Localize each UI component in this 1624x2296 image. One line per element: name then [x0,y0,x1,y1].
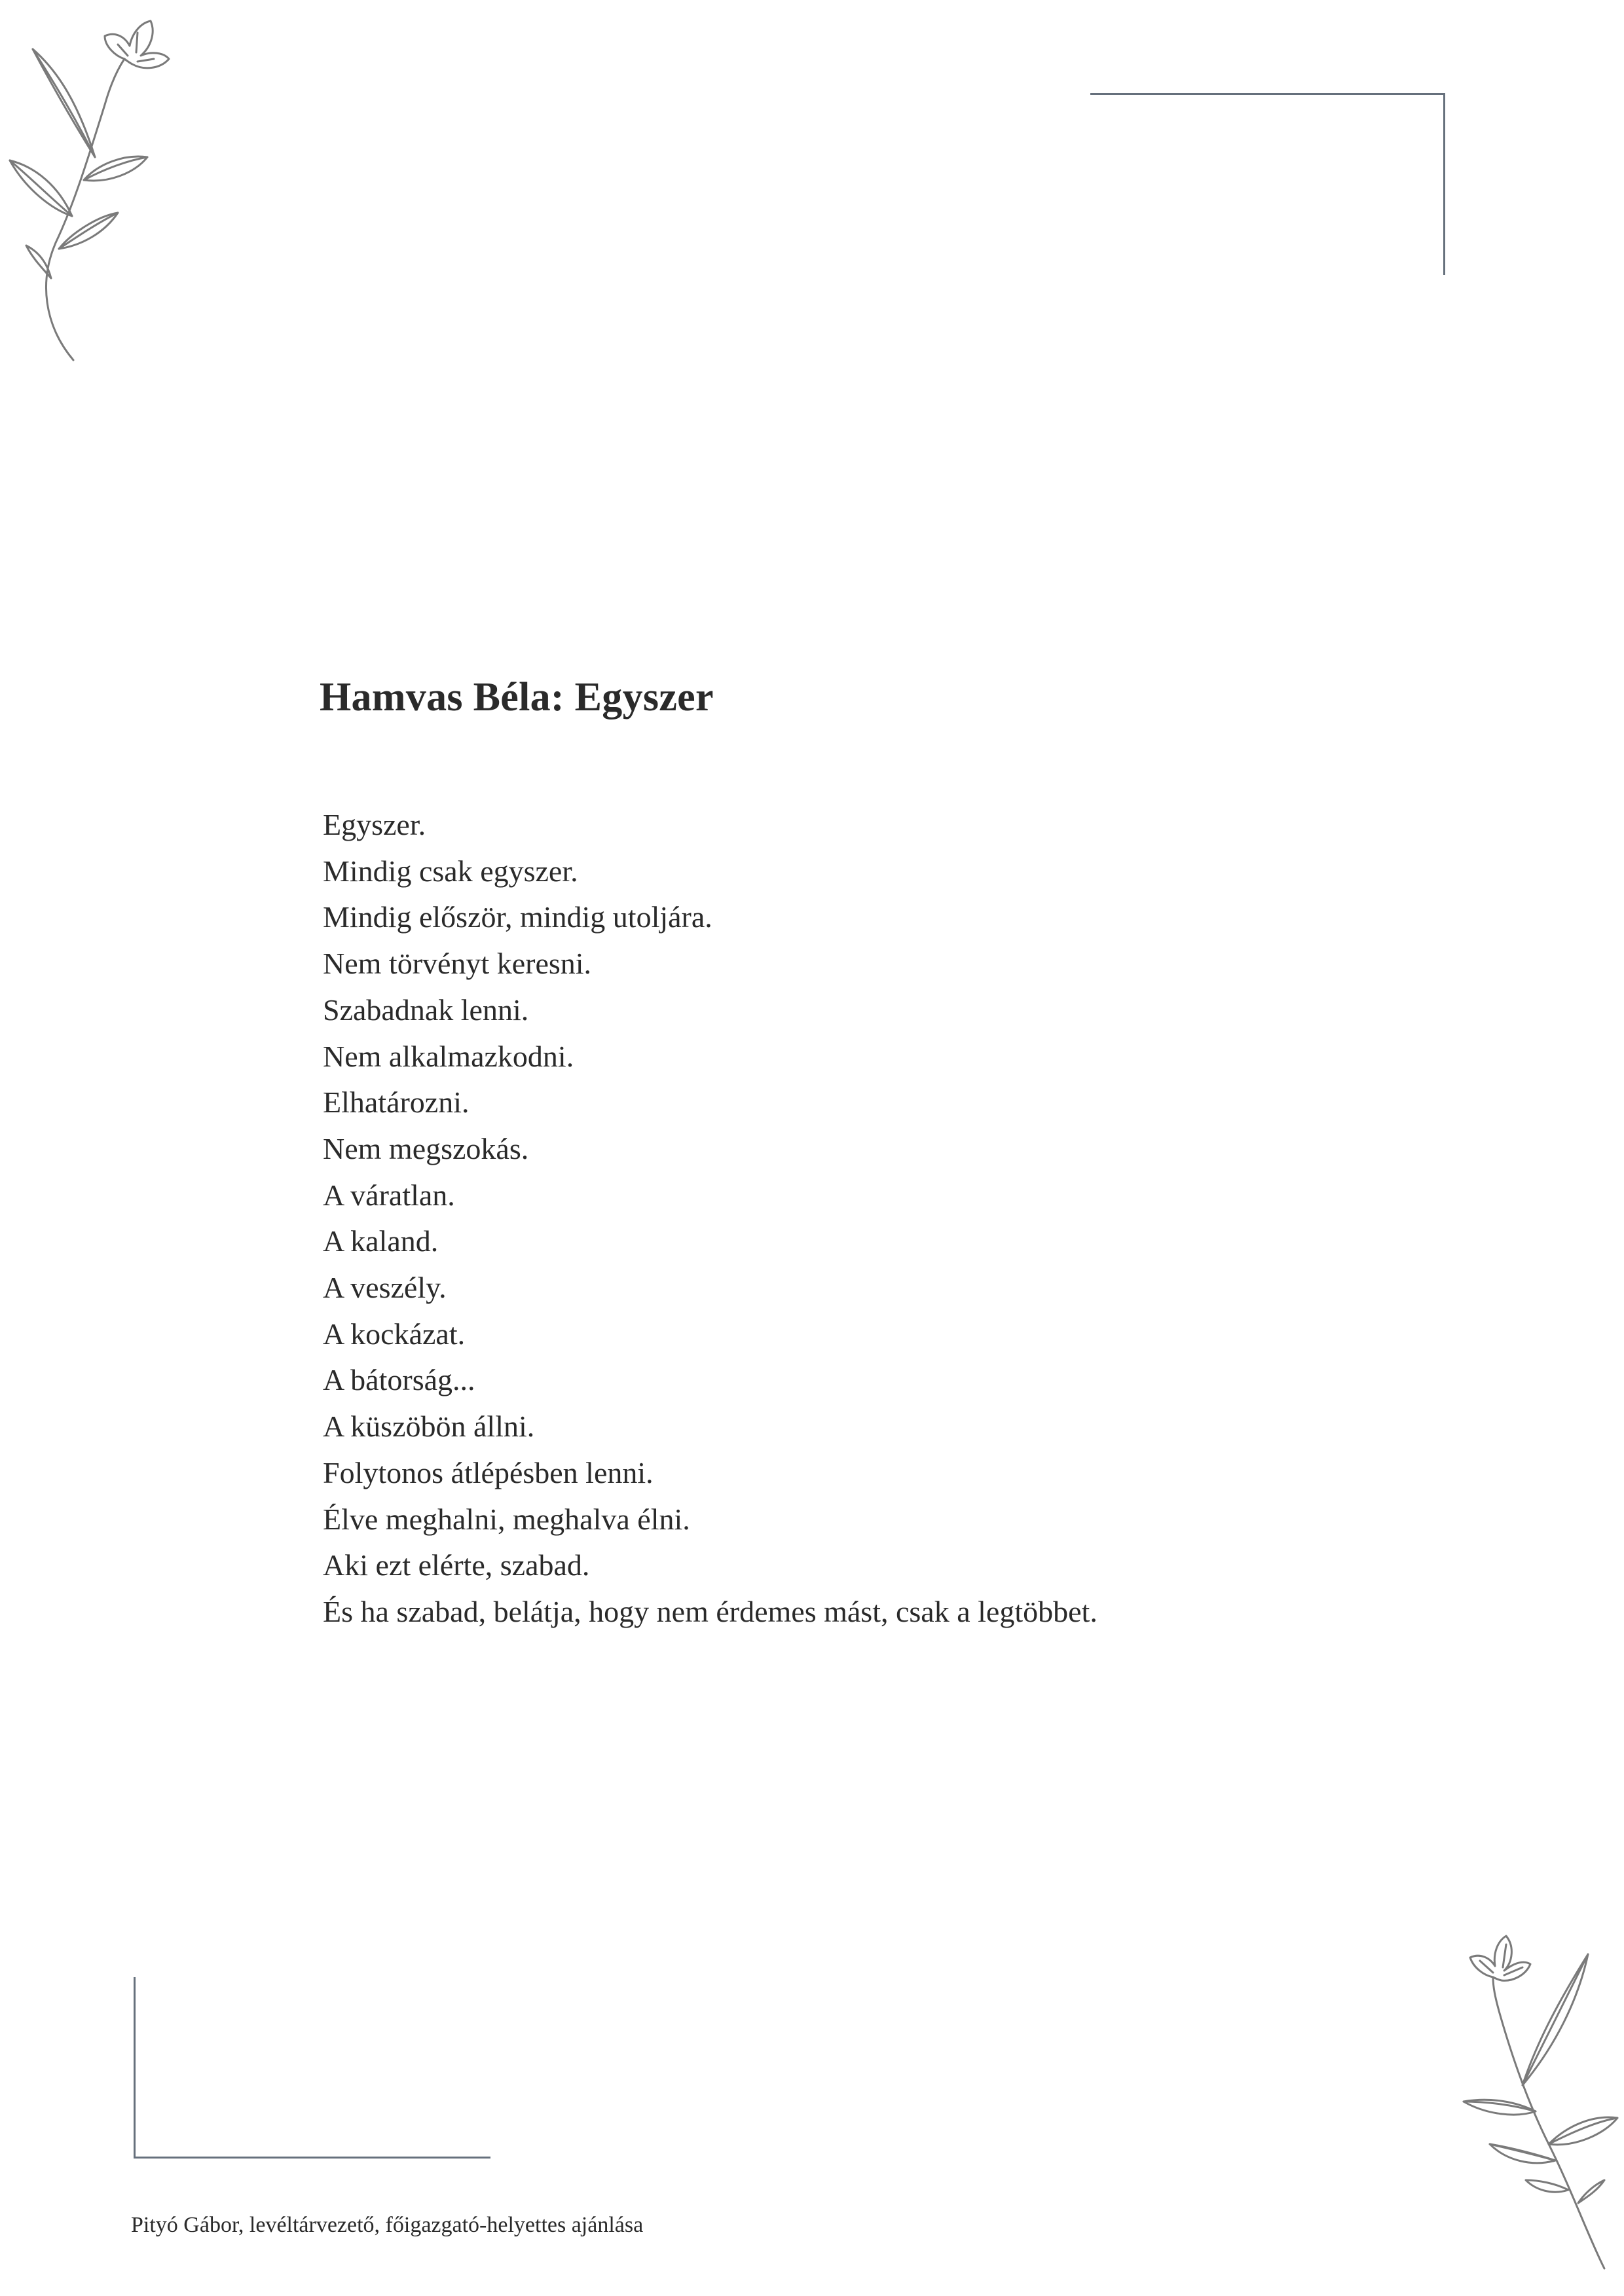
poem-line: A veszély. [323,1271,447,1305]
poem-line: És ha szabad, belátja, hogy nem érdemes mást, csak a legtöbbet. [323,1594,1098,1628]
corner-frame-bottom-left [134,1977,490,2159]
poem-line: Folytonos átlépésben lenni. [323,1455,654,1489]
poem-line: Mindig csak egyszer. [323,854,578,888]
poem-line: A bátorság... [323,1363,475,1397]
poem-line: Nem megszokás. [323,1131,529,1165]
corner-frame-top-right [1090,93,1445,275]
flower-icon [7,20,170,367]
flower-icon [1457,1928,1621,2275]
poem-line: Nem alkalmazkodni. [323,1039,574,1073]
poem-line: Mindig először, mindig utoljára. [323,900,712,934]
page-title: Hamvas Béla: Egyszer [320,675,714,720]
footer-note: Pityó Gábor, levéltárvezető, főigazgató-helyettes ajánlása [131,2213,644,2237]
poem-line: Aki ezt elérte, szabad. [323,1548,590,1582]
poem-line: Nem törvényt keresni. [323,947,592,981]
poem-line: Elhatározni. [323,1085,470,1120]
poem-line: Élve meghalni, meghalva élni. [323,1502,690,1536]
poem-line: A kockázat. [323,1317,466,1351]
poem [323,802,1098,1635]
poem-line: Egyszer. [323,808,426,841]
poem-line: A kaland. [323,1224,439,1258]
poem-line: Szabadnak lenni. [323,993,529,1027]
poem-line: A küszöbön állni. [323,1410,535,1444]
poem-line: A váratlan. [323,1178,455,1212]
